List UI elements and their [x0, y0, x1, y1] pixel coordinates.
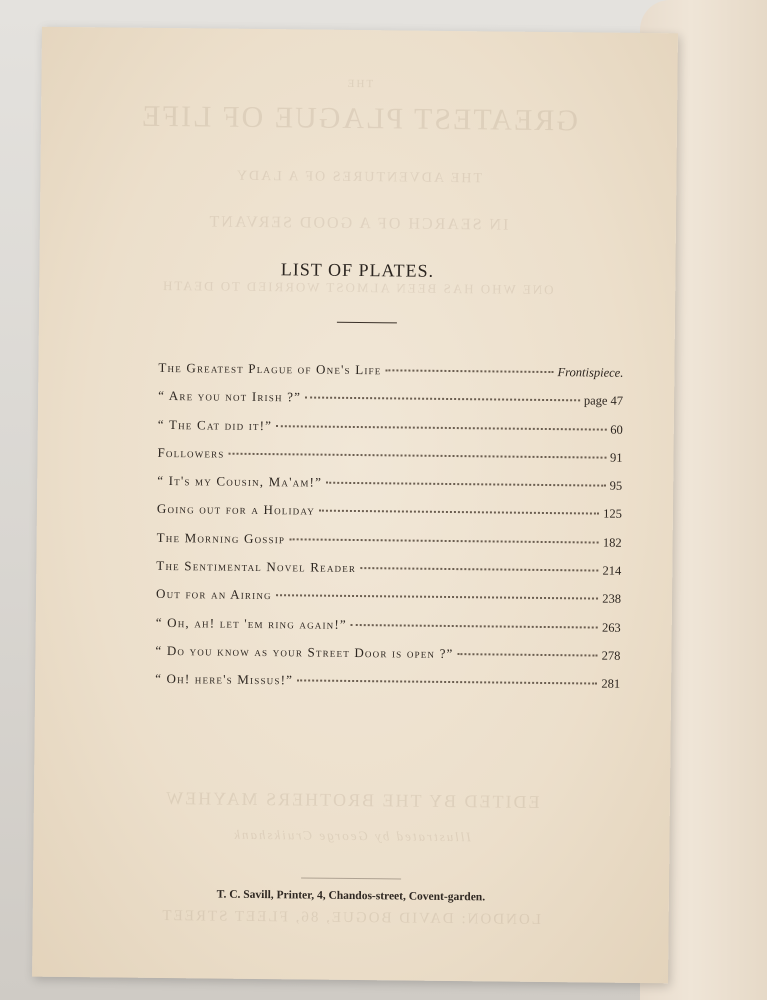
title-divider — [337, 322, 397, 324]
plate-page: 95 — [609, 478, 623, 493]
show-through-text: GREATEST PLAGUE OF LIFE — [139, 99, 579, 138]
plate-title: The Morning Gossip — [156, 529, 286, 547]
page-title: LIST OF PLATES. — [280, 259, 435, 281]
plate-title: “ Do you know as your Street Door is open ?” — [155, 642, 454, 662]
dot-leader — [360, 567, 598, 571]
plate-title: “ Are you not Irish ?” — [158, 388, 302, 405]
plate-title: Going out for a Holiday — [156, 501, 316, 519]
dot-leader — [289, 538, 599, 543]
plate-page: 278 — [601, 648, 621, 663]
plate-title: The Sentimental Novel Reader — [156, 558, 357, 576]
plate-page: 263 — [601, 620, 621, 635]
show-through-text: Illustrated by George Cruikshank — [232, 826, 471, 845]
show-through-text: EDITED BY THE BROTHERS MAYHEW — [164, 788, 540, 812]
dot-leader — [326, 482, 606, 487]
plate-title: “ It's my Cousin, Ma'am!” — [157, 473, 323, 490]
plate-page: 238 — [602, 591, 622, 607]
dot-leader — [297, 680, 597, 685]
show-through-text: ONE WHO HAS BEEN ALMOST WORRIED TO DEATH — [160, 277, 554, 298]
dot-leader — [458, 653, 598, 656]
plate-page: 60 — [610, 422, 623, 437]
dot-leader — [276, 595, 599, 600]
book-page — [32, 27, 678, 984]
list-item — [155, 671, 620, 704]
plate-page: Frontispiece. — [557, 365, 624, 380]
show-through-text: LONDON: DAVID BOGUE, 86, FLEET STREET — [160, 907, 542, 928]
plate-page: 281 — [601, 676, 621, 692]
dot-leader — [351, 624, 598, 629]
printer-imprint: T. C. Savill, Printer, 4, Chandos-street, Covent-garden. — [216, 888, 486, 904]
footer-divider — [301, 877, 401, 879]
plate-page: 214 — [602, 563, 622, 578]
plate-page: 182 — [602, 535, 622, 550]
plate-title: “ Oh! here's Missus!” — [155, 671, 294, 688]
plate-page: page 47 — [583, 393, 624, 409]
dot-leader — [319, 510, 599, 515]
show-through-text: THE ADVENTURES OF A LADY — [234, 168, 483, 187]
show-through-text: THE — [345, 77, 374, 91]
plate-page: 125 — [603, 507, 622, 522]
plates-list — [155, 360, 624, 704]
plate-title: “ Oh, ah! let 'em ring again!” — [155, 614, 348, 632]
plate-page: 91 — [609, 450, 623, 465]
dot-leader — [276, 425, 606, 430]
dot-leader — [305, 397, 580, 402]
show-through-text: IN SEARCH OF A GOOD SERVANT — [207, 213, 509, 234]
plate-title: The Greatest Plague of One's Life — [158, 359, 382, 378]
plate-title: Out for an Airing — [155, 586, 272, 603]
plate-title: Followers — [157, 444, 225, 461]
dot-leader — [385, 369, 553, 373]
dot-leader — [229, 453, 606, 459]
plate-title: “ The Cat did it!” — [157, 416, 273, 433]
